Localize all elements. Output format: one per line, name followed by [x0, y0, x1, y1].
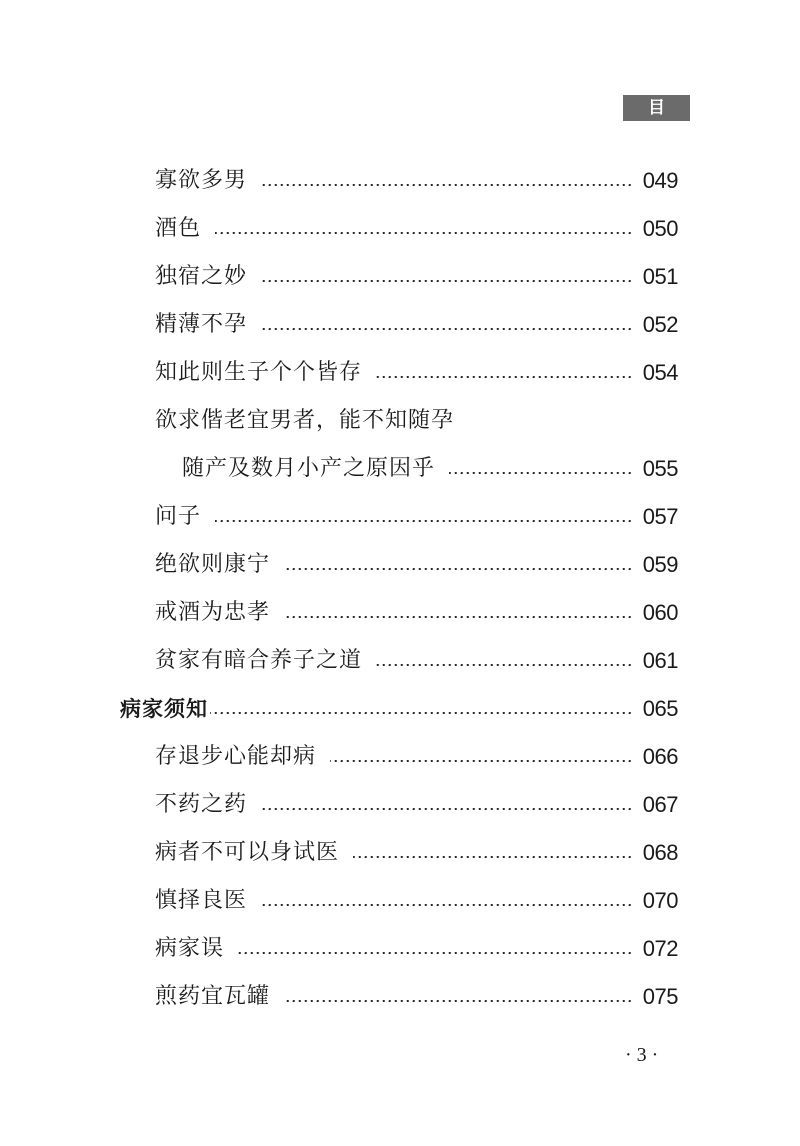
toc-entry-title: 贫家有暗合养子之道 [155, 648, 363, 673]
toc-entry-page: 052 [642, 312, 678, 337]
toc-entry-title: 病家误 [155, 936, 225, 961]
toc-entry-page: 075 [642, 984, 678, 1009]
toc-entry-page: 060 [642, 600, 678, 625]
dot-leader [238, 952, 633, 954]
toc-entry-title-continuation: 随产及数月小产之原因乎 [182, 456, 436, 481]
dot-leader [261, 904, 633, 906]
toc-entry-page: 055 [642, 456, 678, 481]
toc-entry-title: 欲求偕老宜男者，能不知随孕 [155, 408, 455, 433]
page-number: · 3 · [625, 1044, 659, 1066]
toc-entry-page: 067 [642, 792, 678, 817]
toc-entry-page: 061 [642, 648, 678, 673]
toc-entry[interactable] [155, 930, 678, 964]
toc-entry[interactable] [155, 978, 678, 1012]
toc-entry-title: 戒酒为忠孝 [155, 600, 271, 625]
dot-leader [215, 232, 633, 234]
toc-section-title: 病家须知 [120, 697, 208, 721]
toc-entry-page: 050 [642, 216, 678, 241]
toc-entry[interactable] [155, 642, 678, 676]
dot-leader [261, 280, 633, 282]
dot-leader [210, 712, 633, 714]
toc-entry-title: 知此则生子个个皆存 [155, 360, 363, 385]
toc-entry[interactable] [155, 546, 678, 580]
dot-leader [376, 664, 633, 666]
toc-entry-title: 独宿之妙 [155, 264, 248, 289]
toc-entry-page: 070 [642, 888, 678, 913]
toc-entry-title: 病者不可以身试医 [155, 840, 340, 865]
dot-leader [376, 376, 633, 378]
dot-leader [261, 808, 633, 810]
dot-leader [284, 616, 633, 618]
toc-entry-title: 问子 [155, 504, 202, 529]
dot-leader [284, 1000, 633, 1002]
toc-entry[interactable] [155, 882, 678, 916]
toc-entry-title: 寡欲多男 [155, 168, 248, 193]
dot-leader [284, 568, 633, 570]
toc-entry[interactable] [182, 450, 678, 484]
toc-entry-first-line[interactable] [155, 402, 454, 436]
toc-entry-title: 酒色 [155, 216, 202, 241]
dot-leader [330, 760, 633, 762]
toc-entry[interactable] [155, 354, 678, 388]
toc-entry-page: 054 [642, 360, 678, 385]
dot-leader [353, 856, 633, 858]
toc-entry-title: 绝欲则康宁 [155, 552, 271, 577]
toc-entry[interactable] [155, 210, 678, 244]
toc-entry[interactable] [155, 306, 678, 340]
toc-section-entry[interactable] [120, 690, 678, 724]
toc-entry-title: 精薄不孕 [155, 312, 248, 337]
dot-leader [449, 472, 633, 474]
toc-entry-page: 072 [642, 936, 678, 961]
dot-leader [215, 520, 633, 522]
dot-leader [261, 328, 633, 330]
toc-entry[interactable] [155, 162, 678, 196]
toc-entry-title: 煎药宜瓦罐 [155, 984, 271, 1009]
toc-entry-page: 051 [642, 264, 678, 289]
toc-entry-page: 059 [642, 552, 678, 577]
toc-entry[interactable] [155, 786, 678, 820]
toc-entry[interactable] [155, 594, 678, 628]
toc-entry[interactable] [155, 738, 678, 772]
toc-entry[interactable] [155, 834, 678, 868]
toc-entry[interactable] [155, 258, 678, 292]
toc-entry-page: 068 [642, 840, 678, 865]
toc-entry-title: 存退步心能却病 [155, 744, 317, 769]
toc-entry-page: 057 [642, 504, 678, 529]
section-tag: 目 录 [623, 95, 690, 121]
toc-entry-title: 不药之药 [155, 792, 248, 817]
toc-entry-page: 065 [642, 696, 678, 721]
toc-entry-title: 慎择良医 [155, 888, 248, 913]
dot-leader [261, 184, 633, 186]
toc-entry[interactable] [155, 498, 678, 532]
toc-entry-page: 066 [642, 744, 678, 769]
toc-entry-page: 049 [642, 168, 678, 193]
